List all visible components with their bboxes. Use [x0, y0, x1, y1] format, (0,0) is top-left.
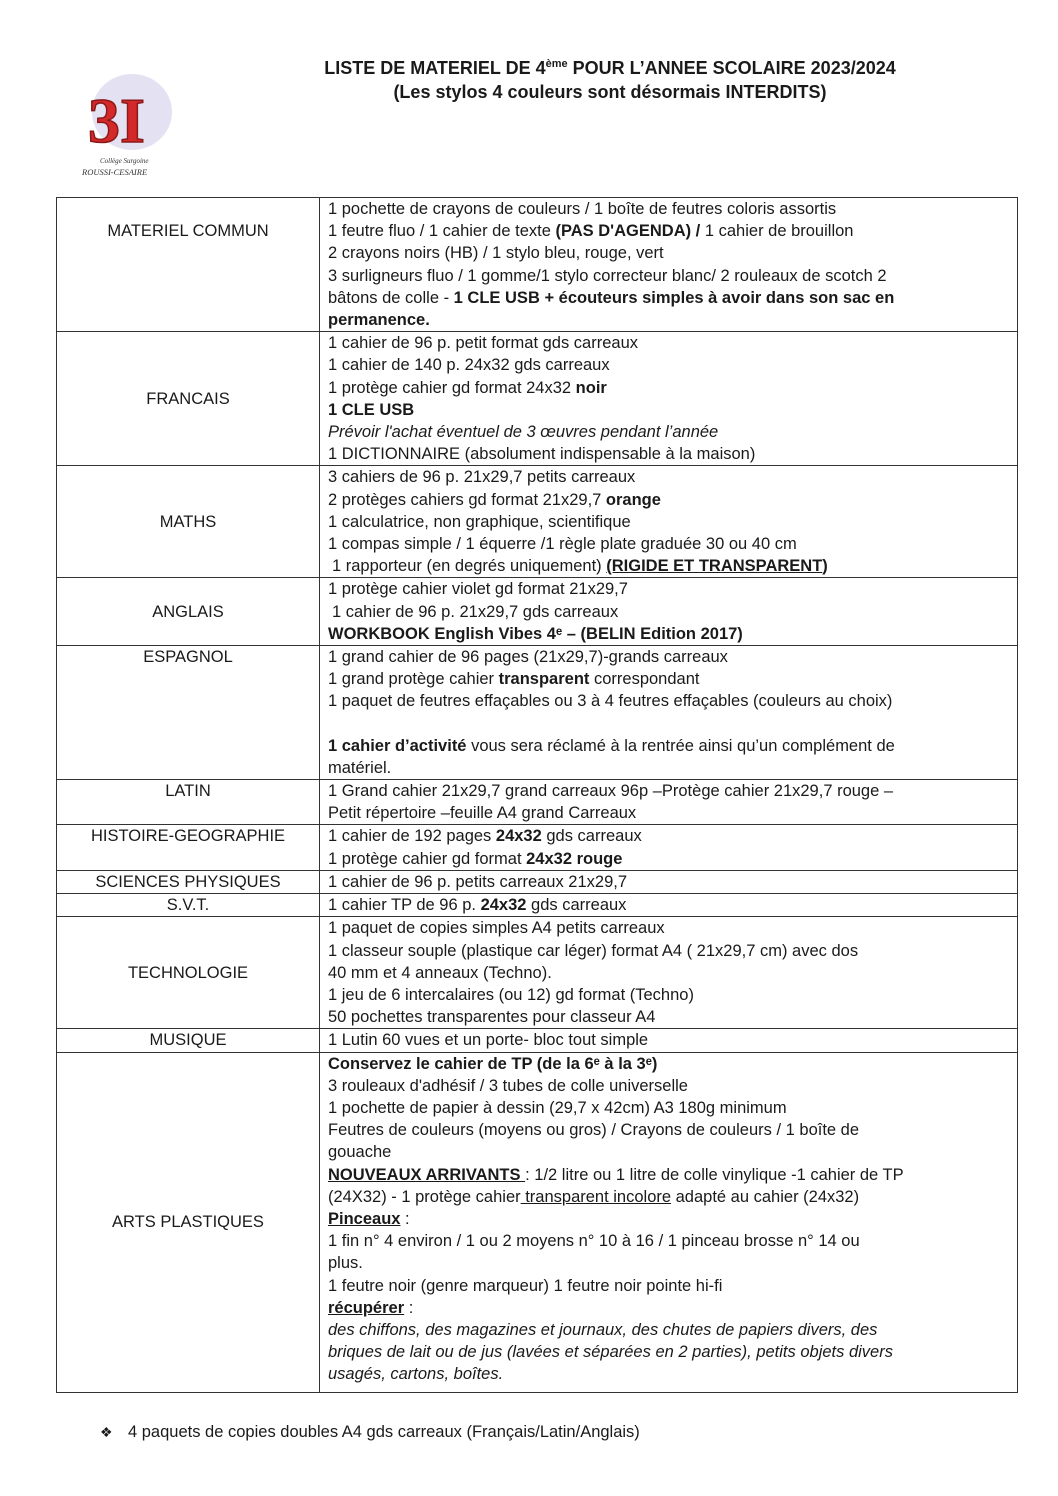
subject-cell: MATHS — [57, 466, 320, 578]
items-cell: 1 Lutin 60 vues et un porte- bloc tout simple — [320, 1029, 1018, 1052]
subject-cell: S.V.T. — [57, 894, 320, 917]
subject-cell: ESPAGNOL — [57, 646, 320, 780]
table-row — [57, 780, 1018, 825]
items-cell: 1 pochette de crayons de couleurs / 1 boîte de feutres coloris assortis 1 feutre fluo / 1 cahier de texte (PAS D'AGENDA) / 1 cahier de brouillon 2 crayons noirs (HB) / 1 stylo bleu, rouge, vert 3 surligneurs fluo / 1 gomme/1 stylo correcteur blanc/ 2 rouleaux de scotch 2 bâtons de colle - 1 CLE USB + écouteurs simples à avoir dans son sac en permanence. — [320, 198, 1018, 332]
subject-cell: ANGLAIS — [57, 578, 320, 646]
logo-emblem-icon — [80, 62, 180, 182]
table-row — [57, 825, 1018, 870]
logo-line2: ROUSSI-CESAIRE — [82, 167, 148, 177]
table-row — [57, 870, 1018, 893]
page-header — [230, 52, 990, 104]
table-row — [57, 1052, 1018, 1392]
table-row — [57, 332, 1018, 466]
footer-note — [100, 1423, 640, 1442]
items-cell: 1 cahier de 96 p. petit format gds carreaux 1 cahier de 140 p. 24x32 gds carreaux 1 protège cahier gd format 24x32 noir 1 CLE USB Prévoir l'achat éventuel de 3 œuvres pendant l’année 1 DICTIONNAIRE (absolument indispensable à la maison) — [320, 332, 1018, 466]
items-cell: 3 cahiers de 96 p. 21x29,7 petits carreaux 2 protèges cahiers gd format 21x29,7 orange 1 calculatrice, non graphique, scientifique 1 compas simple / 1 équerre /1 règle plate graduée 30 ou 40 cm 1 rapporteur (en degrés uniquement) (RIGIDE ET TRANSPARENT) — [320, 466, 1018, 578]
table-row — [57, 198, 1018, 332]
table-row — [57, 466, 1018, 578]
subject-cell: HISTOIRE-GEOGRAPHIE — [57, 825, 320, 870]
table-row — [57, 646, 1018, 780]
subject-cell: TECHNOLOGIE — [57, 917, 320, 1029]
items-cell: 1 protège cahier violet gd format 21x29,7 1 cahier de 96 p. 21x29,7 gds carreaux WORKBOOK English Vibes 4ᵉ – (BELIN Edition 2017) — [320, 578, 1018, 646]
subject-cell: LATIN — [57, 780, 320, 825]
subject-cell: FRANCAIS — [57, 332, 320, 466]
items-cell: 1 cahier de 96 p. petits carreaux 21x29,7 — [320, 870, 1018, 893]
page-title: LISTE DE MATERIEL DE 4ème POUR L’ANNEE SCOLAIRE 2023/2024 — [324, 58, 896, 78]
items-cell: 1 cahier TP de 96 p. 24x32 gds carreaux — [320, 894, 1018, 917]
subject-cell: SCIENCES PHYSIQUES — [57, 870, 320, 893]
subject-cell: MATERIEL COMMUN — [57, 198, 320, 332]
school-logo — [80, 62, 180, 182]
table-row — [57, 894, 1018, 917]
subject-cell: ARTS PLASTIQUES — [57, 1052, 320, 1392]
items-cell: 1 Grand cahier 21x29,7 grand carreaux 96p –Protège cahier 21x29,7 rouge – Petit répertoire –feuille A4 grand Carreaux — [320, 780, 1018, 825]
logo-mark: 3I — [88, 85, 145, 156]
items-cell: 1 grand cahier de 96 pages (21x29,7)-grands carreaux 1 grand protège cahier transparent correspondant 1 paquet de feutres effaçables ou 3 à 4 feutres effaçables (couleurs au choix) 1 cahier d’activité vous sera réclamé à la rentrée ainsi qu’un complément de matériel. — [320, 646, 1018, 780]
items-cell: Conservez le cahier de TP (de la 6ᵉ à la 3ᵉ) 3 rouleaux d'adhésif / 3 tubes de colle universelle 1 pochette de papier à dessin (29,7 x 42cm) A3 180g minimum Feutres de couleurs (moyens ou gros) / Crayons de couleurs / 1 boîte de gouache NOUVEAUX ARRIVANTS : 1/2 litre ou 1 litre de colle vinylique -1 cahier de TP (24X32) - 1 protège cahier transparent incolore adapté au cahier (24x32) Pinceaux : 1 fin n° 4 environ / 1 ou 2 moyens n° 10 à 16 / 1 pinceau brosse n° 14 ou plus. 1 feutre noir (genre marqueur) 1 feutre noir pointe hi-fi récupérer : des chiffons, des magazines et journaux, des chutes de papiers divers, des briques de lait ou de jus (lavées et séparées en 2 parties), petits objets divers usagés, cartons, boîtes. — [320, 1052, 1018, 1392]
items-cell: 1 paquet de copies simples A4 petits carreaux 1 classeur souple (plastique car léger) format A4 ( 21x29,7 cm) avec dos 40 mm et 4 anneaux (Techno). 1 jeu de 6 intercalaires (ou 12) gd format (Techno) 50 pochettes transparentes pour classeur A4 — [320, 917, 1018, 1029]
items-cell: 1 cahier de 192 pages 24x32 gds carreaux 1 protège cahier gd format 24x32 rouge — [320, 825, 1018, 870]
diamond-bullet-icon: ❖ — [100, 1424, 113, 1440]
table-row — [57, 917, 1018, 1029]
table-row — [57, 1029, 1018, 1052]
table-row — [57, 578, 1018, 646]
logo-line1: Collège Surgoine — [100, 157, 149, 165]
footer-text: 4 paquets de copies doubles A4 gds carreaux (Français/Latin/Anglais) — [128, 1423, 640, 1441]
supplies-table — [56, 197, 1018, 1393]
page-subtitle: (Les stylos 4 couleurs sont désormais INTERDITS) — [393, 82, 827, 102]
subject-cell: MUSIQUE — [57, 1029, 320, 1052]
